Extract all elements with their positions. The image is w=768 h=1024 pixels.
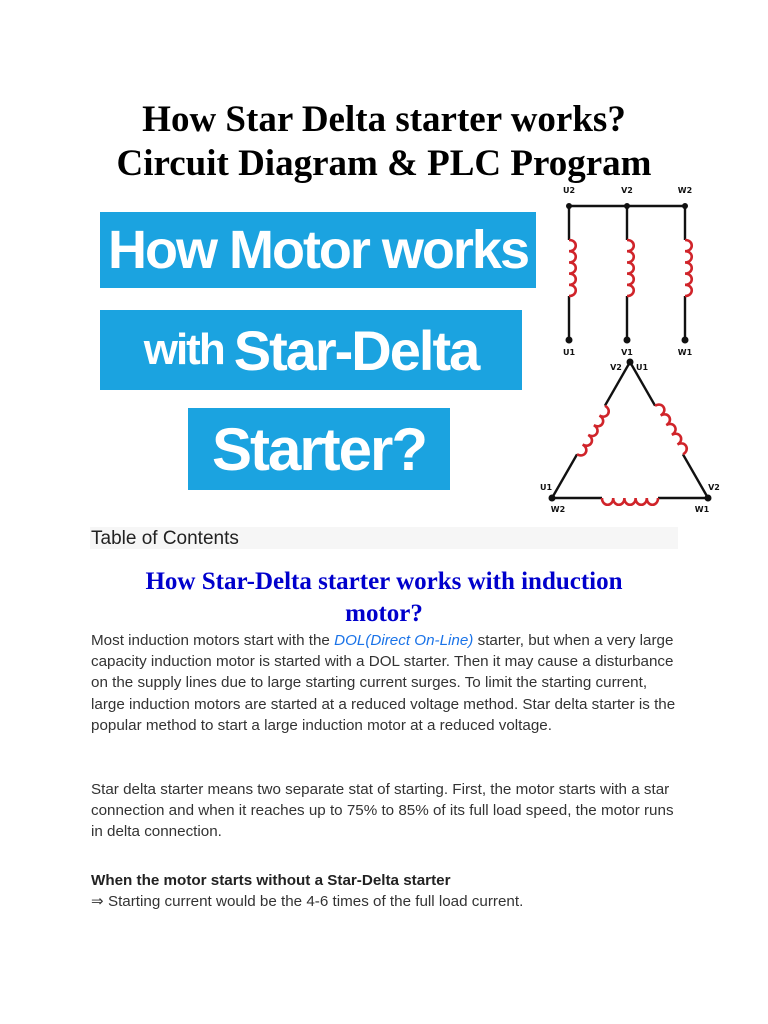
intro-text-end: starter, but when a very large capacity induction motor is started with a DOL starter. Then it may cause a disturbance on the supply lines due to large starting current surges. To limit the starting current, large induction motors are started at a reduced voltage method. Star delta starter is the popular method to start a large induction motor at a reduced voltage. [91, 632, 676, 734]
star-top-label-3: W2 [677, 186, 693, 195]
section-heading-line-1: How Star-Delta starter works with induction [145, 568, 623, 595]
intro-text-start: Most induction motors start with the [91, 632, 335, 649]
star-delta-circuit-diagram [536, 180, 726, 520]
delta-label-left-top: U1 [539, 483, 553, 492]
star-bottom-label-2: V1 [621, 348, 633, 357]
intro-paragraph [91, 630, 681, 736]
banner-line-2-small: with [143, 325, 224, 374]
banner-image [100, 212, 540, 492]
section-heading-line-2: motor? [345, 600, 423, 627]
coil-v [621, 240, 634, 296]
delta-label-right-top: V2 [708, 483, 720, 492]
diagram-coils [563, 240, 692, 505]
star-delta-paragraph: Star delta starter means two separate stat of starting. First, the motor starts with a star connection and when it reaches up to 75% to 85% of its full load speed, the motor runs in delta connection. [91, 781, 674, 841]
star-bottom-label-3: W1 [677, 348, 693, 357]
delta-coil-bottom [602, 492, 658, 505]
subheading-without-starter: When the motor starts without a Star-Delta starter [91, 872, 451, 889]
table-of-contents[interactable] [90, 527, 678, 549]
star-top-label-2: V2 [621, 186, 633, 195]
star-bottom-label-1: U1 [562, 348, 576, 357]
banner-line-1: How Motor works [100, 212, 536, 288]
coil-u [563, 240, 576, 296]
starting-current-note: ⇒ Starting current would be the 4-6 times of the full load current. [91, 893, 524, 910]
coil-w [679, 240, 692, 296]
page-title [0, 98, 768, 186]
delta-coil-left [572, 403, 611, 458]
dol-link[interactable]: DOL(Direct On-Line) [334, 632, 474, 649]
page-title-line-2: Circuit Diagram & PLC Program [116, 143, 652, 184]
banner-line-2 [100, 310, 522, 390]
delta-label-top-right: U1 [635, 363, 649, 372]
delta-coil-right [650, 402, 689, 457]
banner-line-2-big: Star-Delta [233, 318, 479, 382]
delta-label-left-bottom: W2 [550, 505, 566, 514]
delta-label-top-left: V2 [610, 363, 622, 372]
table-of-contents-label: Table of Contents [91, 528, 239, 549]
star-top-label-1: U2 [562, 186, 576, 195]
banner-line-3: Starter? [188, 408, 450, 490]
delta-label-right-bottom: W1 [694, 505, 710, 514]
page-title-line-1: How Star Delta starter works? [142, 99, 626, 140]
section-heading [90, 566, 678, 630]
